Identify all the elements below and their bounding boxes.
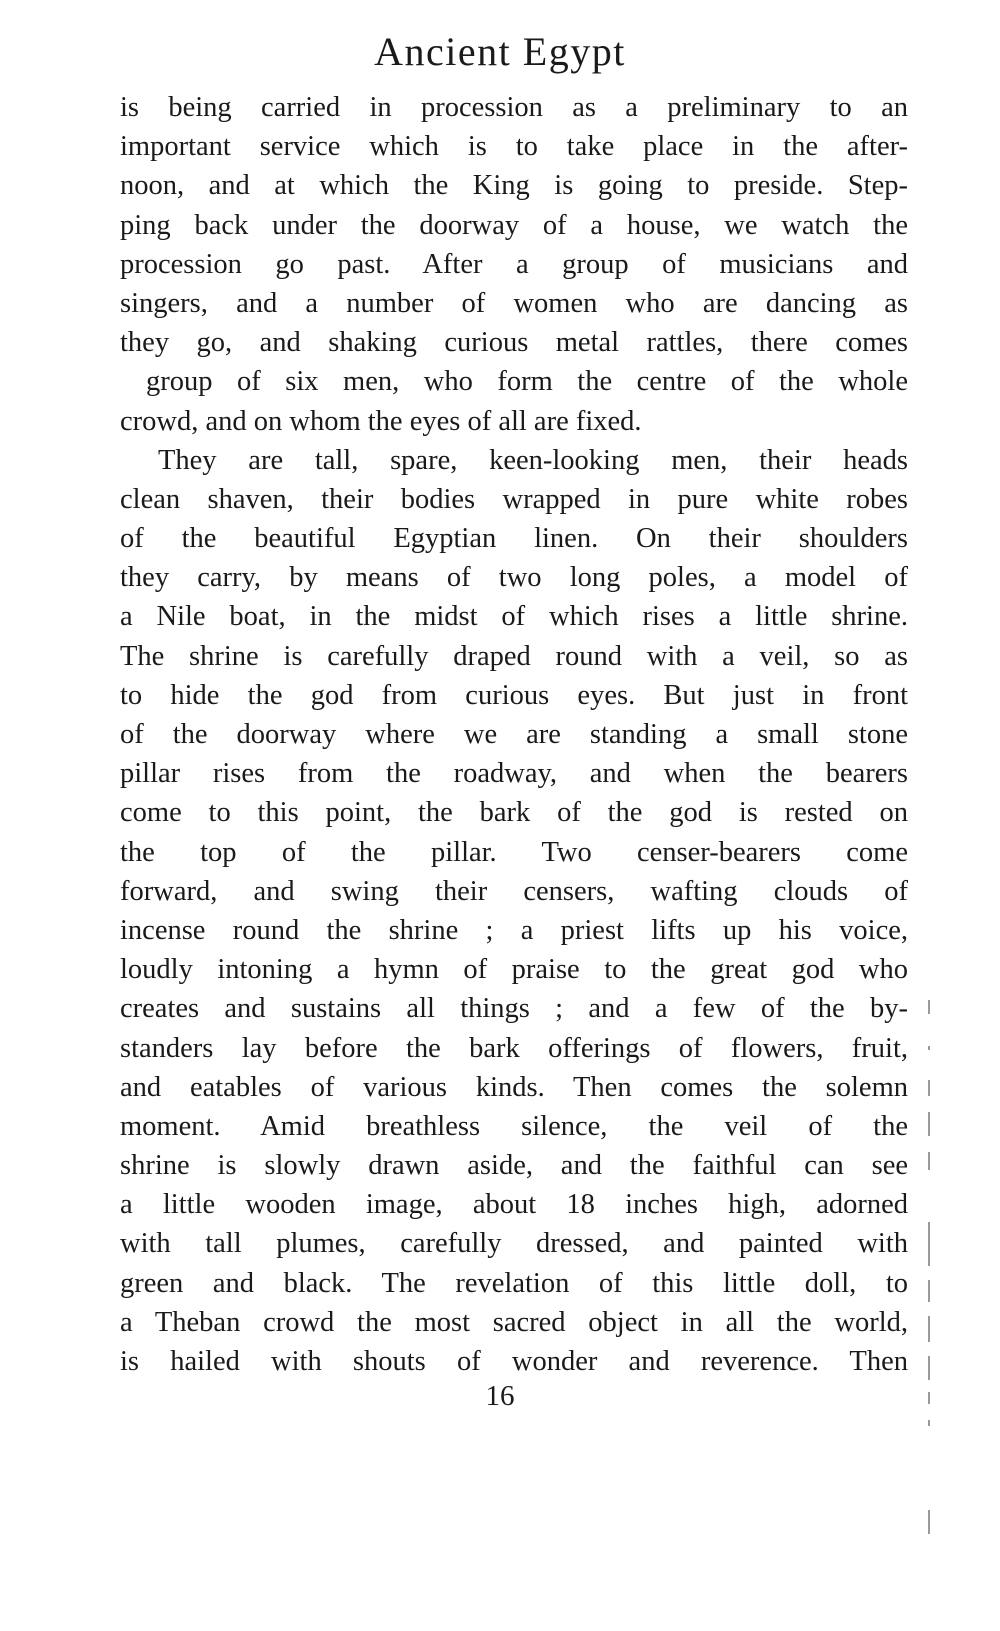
text-line: procession go past. After a group of musicians and [120,248,908,280]
text-line: with tall plumes, carefully dressed, and painted with [120,1228,908,1260]
paragraph-first-line: They are tall, spare, keen-looking men, their heads [158,444,908,476]
text-line: a Nile boat, in the midst of which rises a little shrine. [120,601,908,633]
text-line: singers, and a number of women who are dancing as [120,287,908,319]
text-line: come to this point, the bark of the god is rested on [120,797,908,829]
text-line: clean shaven, their bodies wrapped in pure white robes [120,483,908,515]
text-line: incense round the shrine ; a priest lifts up his voice, [120,914,908,946]
text-line: loudly intoning a hymn of praise to the great god who [120,954,908,986]
running-head-title: Ancient Egypt [374,29,626,74]
text-line: of the beautiful Egyptian linen. On their shoulders [120,523,908,555]
text-line: forward, and swing their censers, wafting clouds of [120,875,908,907]
text-line: is being carried in procession as a preliminary to an [120,92,908,123]
text-line: ping back under the doorway of a house, we watch the [120,209,908,241]
text-line: the top of the pillar. Two censer-bearers come [120,836,908,868]
text-line: to hide the god from curious eyes. But just in front [120,679,908,711]
text-line: standers lay before the bark offerings of flowers, fruit, [120,1032,908,1064]
text-line: moment. Amid breathless silence, the veil of the [120,1110,908,1142]
text-line: important service which is to take place in the after- [120,131,908,163]
scan-edge-marks [926,1000,932,1560]
text-line: a Theban crowd the most sacred object in all the world, [120,1306,908,1338]
text-line: of the doorway where we are standing a small stone [120,719,908,750]
text-line: group of six men, who form the centre of the whole [146,366,908,398]
text-line: creates and sustains all things ; and a few of the by- [120,993,908,1025]
text-line: and eatables of various kinds. Then comes the solemn [120,1071,908,1103]
text-line: green and black. The revelation of this little doll, to [120,1267,908,1299]
text-line: crowd, and on whom the eyes of all are fixed. [120,405,642,437]
text-line: The shrine is carefully draped round with a veil, so as [120,640,908,672]
text-line: they carry, by means of two long poles, a model of [120,562,908,594]
text-line: pillar rises from the roadway, and when the bearers [120,758,908,790]
body-text [120,88,908,1381]
text-line: is hailed with shouts of wonder and reverence. Then [120,1346,908,1377]
text-line: a little wooden image, about 18 inches high, adorned [120,1189,908,1221]
text-line: they go, and shaking curious metal rattles, there comes [120,327,908,359]
page-number: 16 [485,1380,515,1412]
text-line: noon, and at which the King is going to preside. Step- [120,170,908,202]
text-line: shrine is slowly drawn aside, and the faithful can see [120,1150,908,1182]
